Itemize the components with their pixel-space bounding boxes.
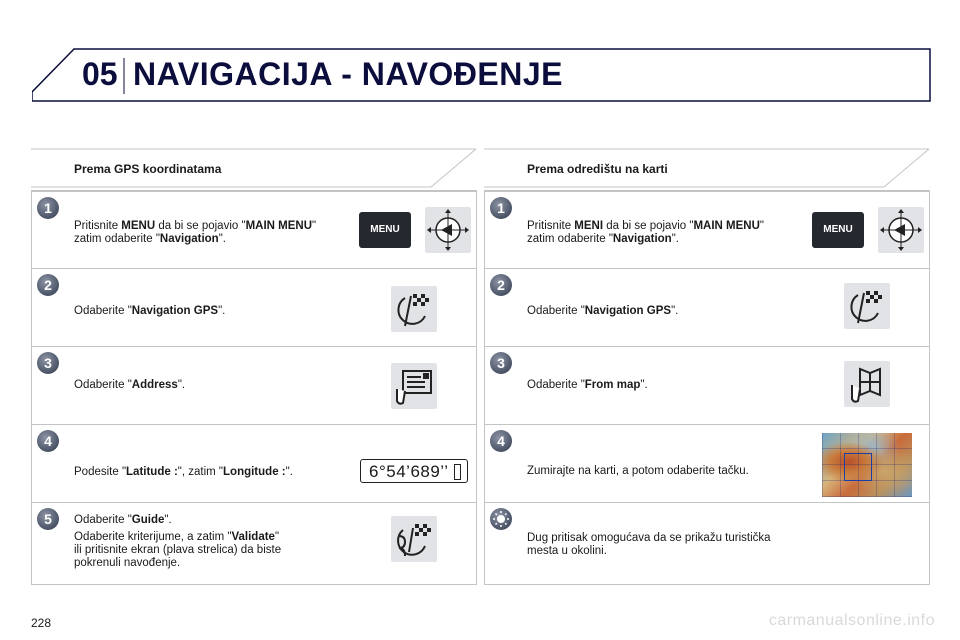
step-number: 3 <box>490 352 512 374</box>
map-thumbnail <box>822 433 912 497</box>
text-part: ili pritisnite ekran (plava strelica) da biste <box>74 544 282 556</box>
heading-text: Prema GPS koordinatama <box>74 162 222 176</box>
text-part: ". <box>285 466 293 478</box>
text-part: pokrenuli navođenje. <box>74 557 181 569</box>
map-selection-box <box>844 453 872 481</box>
step-text <box>74 514 281 570</box>
text-bold: Address <box>131 379 178 391</box>
text-part: " <box>312 220 317 232</box>
step-number: 1 <box>490 197 512 219</box>
text-part: zatim odaberite " <box>527 233 613 245</box>
joystick-icon <box>425 207 471 253</box>
tip-row <box>484 503 930 585</box>
text-bold: MENU <box>121 220 156 232</box>
step-2 <box>31 269 477 347</box>
text-bold: Navigation GPS <box>131 305 219 317</box>
text-part: ". <box>177 379 186 391</box>
watermark: carmanualsonline.info <box>768 612 935 629</box>
joystick-icon <box>878 207 924 253</box>
step-3 <box>484 347 930 425</box>
text-part: ". <box>671 305 679 317</box>
menu-button-icon: MENU <box>812 212 864 248</box>
text-bold: MAIN MENU <box>693 220 760 232</box>
text-part: zatim odaberite " <box>74 233 160 245</box>
text-bold: Validate <box>231 531 275 543</box>
text-bold: MAIN MENU <box>245 220 313 232</box>
step-text <box>74 220 316 246</box>
step-text <box>74 305 225 318</box>
text-part: Dug pritisak omogućava da se prikažu turistička <box>527 532 771 544</box>
text-part: Podesite " <box>74 466 127 478</box>
step-number: 1 <box>37 197 59 219</box>
text-part: Odaberite " <box>527 305 585 317</box>
step-text <box>74 466 293 479</box>
menu-button-icon: MENU <box>359 212 411 248</box>
from-map-icon <box>844 361 890 407</box>
step-4 <box>484 425 930 503</box>
text-part: ", zatim " <box>177 466 224 478</box>
step-text <box>74 379 185 392</box>
text-part: Odaberite " <box>74 514 132 526</box>
coordinate-display <box>360 459 468 483</box>
text-bold: Longitude : <box>223 466 286 478</box>
text-part: Odaberite kriterijume, a zatim " <box>74 531 232 543</box>
text-part: Odaberite " <box>527 379 585 391</box>
step-text <box>527 305 678 318</box>
cursor-bar <box>454 464 461 480</box>
guide-icon <box>391 516 437 562</box>
right-column <box>484 148 930 585</box>
text-part: ". <box>164 514 172 526</box>
text-part: ". <box>218 233 226 245</box>
coordinate-value: 6°54’689’’ <box>369 462 449 481</box>
text-bold: Navigation <box>159 233 219 245</box>
step-4 <box>31 425 477 503</box>
text-part: " <box>759 220 764 232</box>
address-icon <box>391 363 437 409</box>
right-steps <box>484 190 930 585</box>
text-bold: Guide <box>131 514 165 526</box>
heading-text: Prema odredištu na karti <box>527 162 668 176</box>
text-part: Pritisnite <box>74 220 122 232</box>
step-1 <box>484 191 930 269</box>
step-number: 4 <box>37 430 59 452</box>
text-part: ". <box>640 379 648 391</box>
text-bold: Latitude : <box>126 466 178 478</box>
text-part: ". <box>218 305 226 317</box>
tip-text <box>527 532 771 558</box>
text-bold: Navigation <box>612 233 672 245</box>
step-number: 4 <box>490 430 512 452</box>
text-part: mesta u okolini. <box>527 545 607 557</box>
checkered-flag-icon <box>844 283 890 329</box>
text-bold: MENI <box>574 220 604 232</box>
step-number: 3 <box>37 352 59 374</box>
text-part: Odaberite " <box>74 379 132 391</box>
left-column-heading <box>31 148 477 188</box>
step-5 <box>31 503 477 585</box>
step-1 <box>31 191 477 269</box>
step-text <box>527 220 764 246</box>
step-2 <box>484 269 930 347</box>
text-part: Odaberite " <box>74 305 132 317</box>
step-3 <box>31 347 477 425</box>
text-bold: Navigation GPS <box>584 305 672 317</box>
text-part: Pritisnite <box>527 220 575 232</box>
chapter-number: 05 <box>82 56 118 92</box>
text-part: da bi se pojavio " <box>155 220 246 232</box>
left-column <box>31 148 477 585</box>
left-steps <box>31 190 477 585</box>
text-part: Zumirajte na karti, a potom odaberite tačku. <box>527 465 749 477</box>
text-part: da bi se pojavio " <box>603 220 694 232</box>
sun-tip-icon <box>490 508 512 530</box>
text-bold: From map <box>584 379 641 391</box>
chapter-header <box>32 48 932 103</box>
chapter-title: NAVIGACIJA - NAVOĐENJE <box>133 56 564 92</box>
step-number: 2 <box>490 274 512 296</box>
page-number: 228 <box>31 616 52 630</box>
step-text <box>527 379 648 392</box>
step-number: 5 <box>37 508 59 530</box>
step-number: 2 <box>37 274 59 296</box>
text-part: ". <box>671 233 679 245</box>
step-text <box>527 465 749 478</box>
text-part: " <box>274 531 280 543</box>
right-column-heading <box>484 148 930 188</box>
checkered-flag-icon <box>391 286 437 332</box>
